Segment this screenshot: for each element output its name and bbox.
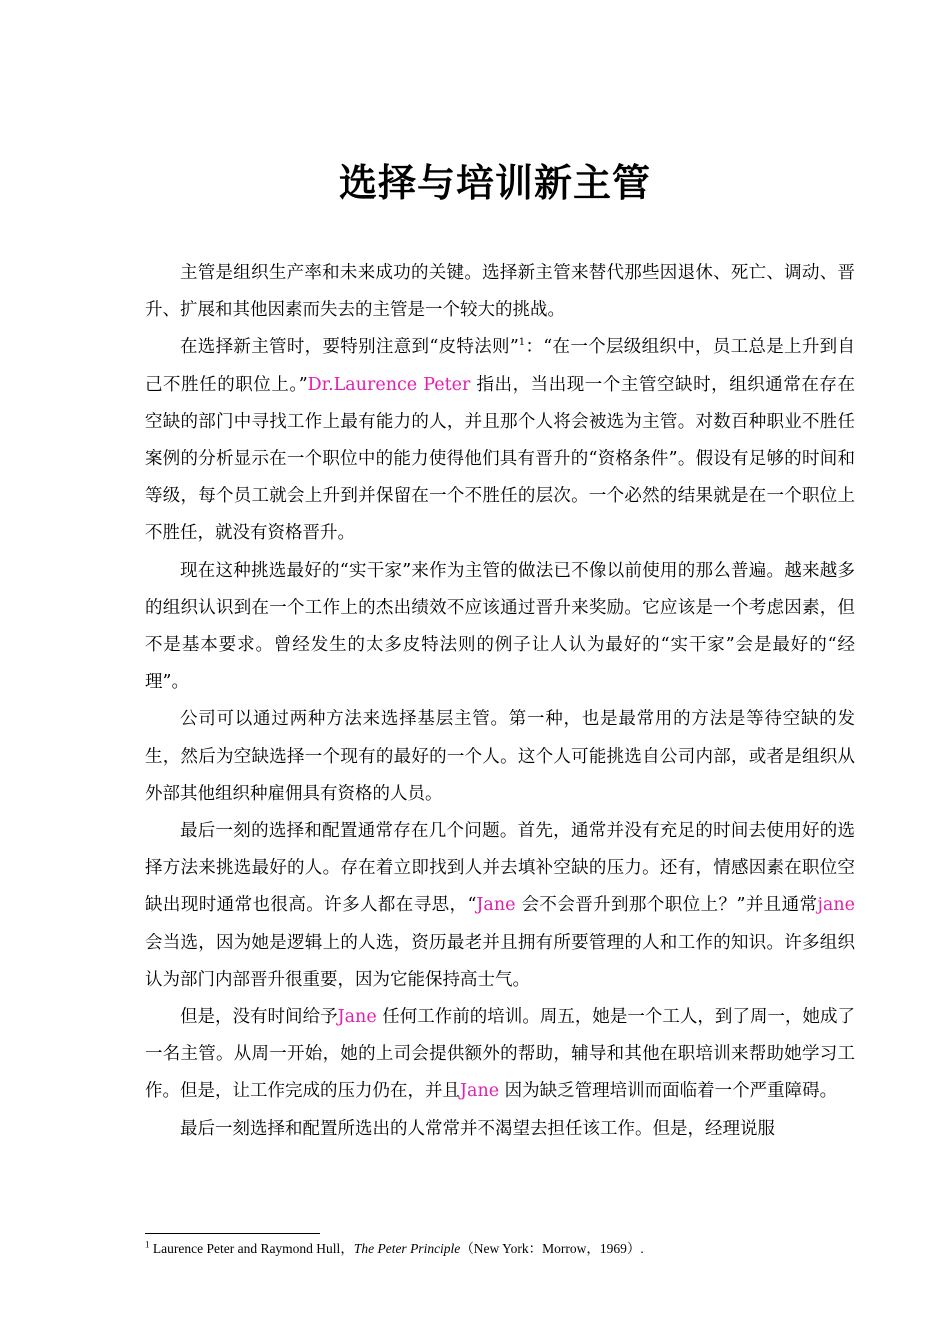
highlighted-name-jane: Jane [460, 1081, 500, 1102]
footnote-separator [145, 1233, 320, 1234]
highlighted-name-peter: Dr.Laurence Peter [307, 374, 471, 395]
paragraph-6-text-b: 任何工作前的培训。周五，她是一个工人，到了周一，她成了一名主管。从周一开始，她的上司会提供额外的帮助，辅导和其他在职培训来帮助她学习工作。但是，让工作完成的压力仍在，并且 [145, 1007, 855, 1102]
footnote-authors: Laurence Peter and Raymond Hull， [152, 1241, 354, 1256]
footnote-number: 1 [145, 1239, 150, 1250]
page-title: 选择与培训新主管 [338, 161, 651, 205]
paragraph-2-text-c: 指出，当出现一个主管空缺时，组织通常在存在空缺的部门中寻找工作上最有能力的人，并且那个人将会被选为主管。对数百种职业不胜任案例的分析显示在一个职位中的能力使得他们具有晋升的“资格条件”。假设有足够的时间和等级，每个员工就会上升到并保留在一个不胜任的层次。一个必然的结果就是在一个职位上不胜任，就没有资格晋升。 [145, 374, 855, 544]
highlighted-name-jane: Jane [476, 895, 516, 916]
paragraph-4: 公司可以通过两种方法来选择基层主管。第一种，也是最常用的方法是等待空缺的发生，然后为空缺选择一个现有的最好的一个人。这个人可能挑选自公司内部，或者是组织从外部其他组织种雇佣具有资格的人员。 [145, 709, 855, 804]
paragraph-2 [145, 329, 855, 552]
paragraph-2-text-b: ：“在一个层级组织中，员工总是上升到自己不胜任的职位上。” [145, 337, 855, 395]
paragraph-6-text-a: 但是，没有时间给予 [180, 1007, 338, 1028]
paragraph-6 [145, 999, 855, 1111]
document-body [145, 255, 855, 1148]
paragraph-5-text-a: 最后一刻的选择和配置通常存在几个问题。首先，通常并没有充足的时间去使用好的选择方法来挑选最好的人。存在着立即找到人并去填补空缺的压力。还有，情感因素在职位空缺出现时通常也很高。许多人都在寻思，“ [145, 821, 855, 916]
paragraph-7: 最后一刻选择和配置所选出的人常常并不渴望去担任该工作。但是，经理说服 [180, 1118, 775, 1139]
paragraph-5 [145, 813, 855, 999]
paragraph-6-text-c: 因为缺乏管理培训而面临着一个严重障碍。 [504, 1081, 838, 1102]
highlighted-name-jane-lowercase: jane [817, 895, 855, 916]
footnote-publisher: （New York：Morrow，1969）. [460, 1241, 644, 1256]
paragraph-3: 现在这种挑选最好的“实干家”来作为主管的做法已不像以前使用的那么普遍。越来越多的组织认识到在一个工作上的杰出绩效不应该通过晋升来奖励。它应该是一个考虑因素，但不是基本要求。曾经发生的太多皮特法则的例子让人认为最好的“实干家”会是最好的“经理”。 [145, 560, 855, 693]
highlighted-name-jane: Jane [337, 1007, 377, 1028]
paragraph-1: 主管是组织生产率和未来成功的关键。选择新主管来替代那些因退休、死亡、调动、晋升、扩展和其他因素而失去的主管是一个较大的挑战。 [145, 263, 855, 321]
paragraph-5-text-c: 会当选，因为她是逻辑上的人选，资历最老并且拥有所要管理的人和工作的知识。许多组织认为部门内部晋升很重要，因为它能保持高士气。 [145, 932, 855, 990]
paragraph-5-text-b: 会不会晋升到那个职位上？”并且通常 [521, 895, 818, 916]
footnote [145, 1239, 865, 1259]
paragraph-2-text-a: 在选择新主管时，要特别注意到“皮特法则” [180, 337, 519, 358]
footnote-book-title: The Peter Principle [353, 1241, 461, 1256]
footnote-reference[interactable]: 1 [518, 337, 526, 349]
